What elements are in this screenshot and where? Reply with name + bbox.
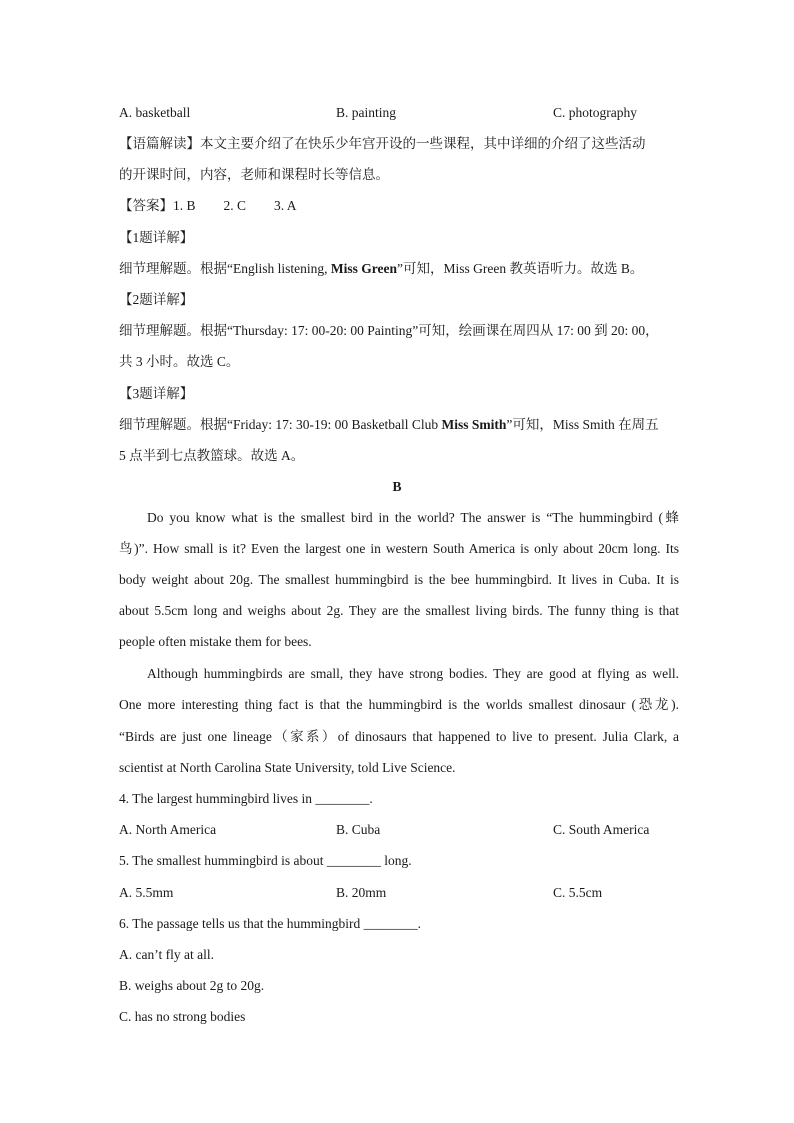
analysis-line-1: 【语篇解读】本文主要介绍了在快乐少年宫开设的一些课程，其中详细的介绍了这些活动 (119, 136, 646, 151)
answer-2: 2. C (223, 198, 247, 213)
q3-detail-bold: Miss Smith (441, 417, 507, 432)
q3-detail-text (119, 415, 679, 435)
question-4-option-c: C. South America (553, 822, 650, 837)
question-6-stem: 6. The passage tells us that the hummingbird ________. (119, 916, 421, 931)
paragraph-2-line-2: One more interesting thing fact is that the hummingbird is the worlds smallest dinosaur (恐龙). (119, 697, 679, 712)
option-b: B. painting (336, 105, 396, 120)
question-6-option-b: B. weighs about 2g to 20g. (119, 978, 265, 993)
question-5-stem: 5. The smallest hummingbird is about ________ long. (119, 853, 412, 868)
q3-detail-post: ”可知，Miss Smith 在周五 (506, 417, 659, 432)
paragraph-2-line-3: “Birds are just one lineage（家系）of dinosaurs that happened to live to present. Julia Clark, a (119, 729, 679, 744)
q2-detail-line-1: 细节理解题。根据“Thursday: 17: 00-20: 00 Painting”可知，绘画课在周四从 17: 00 到 20: 00， (119, 323, 659, 338)
paragraph-1-line-4: about 5.5cm long and weighs about 2g. They are the smallest living birds. The funny thing is that (119, 603, 679, 618)
q1-detail-post: ”可知，Miss Green 教英语听力。故选 B。 (397, 261, 644, 276)
q1-detail-pre: 细节理解题。根据“English listening, (119, 261, 331, 276)
q3-detail-line-2: 5 点半到七点教篮球。故选 A。 (119, 448, 305, 463)
paragraph-2-line-1: Although hummingbirds are small, they have strong bodies. They are good at flying as well. (147, 666, 679, 681)
option-a: A. basketball (119, 105, 191, 120)
q1-detail-bold: Miss Green (330, 261, 397, 276)
question-5-option-b: B. 20mm (336, 885, 387, 900)
answer-3: 3. A (274, 198, 297, 213)
option-c: C. photography (553, 105, 637, 120)
q3-detail-pre: 细节理解题。根据“Friday: 17: 30-19: 00 Basketball Club (119, 417, 442, 432)
answer-1: 1. B (173, 198, 196, 213)
analysis-line-2: 的开课时间，内容，老师和课程时长等信息。 (119, 167, 389, 182)
paragraph-1-line-5: people often mistake them for bees. (119, 634, 312, 649)
q3-detail-heading: 【3题详解】 (119, 386, 194, 401)
answer-line (119, 196, 679, 216)
paragraph-1-line-3: body weight about 20g. The smallest hummingbird is the bee hummingbird. It lives in Cuba. It is (119, 572, 679, 587)
q2-detail-line-2: 共 3 小时。故选 C。 (119, 354, 240, 369)
paragraph-1-line-2: 鸟)”. How small is it? Even the largest one in western South America is only about 20cm long. Its (119, 541, 679, 556)
question-6-option-c: C. has no strong bodies (119, 1009, 246, 1024)
q2-detail-heading: 【2题详解】 (119, 292, 194, 307)
answer-label: 【答案】 (119, 198, 173, 213)
question-5-option-c: C. 5.5cm (553, 885, 603, 900)
question-6-option-a: A. can’t fly at all. (119, 947, 214, 962)
question-5-option-a: A. 5.5mm (119, 885, 174, 900)
section-title: B (392, 479, 402, 494)
q1-detail-text (119, 259, 679, 279)
paragraph-2-line-4: scientist at North Carolina State University, told Live Science. (119, 760, 456, 775)
q1-detail-heading: 【1题详解】 (119, 230, 194, 245)
paragraph-1-line-1: Do you know what is the smallest bird in the world? The answer is “The hummingbird (蜂 (147, 510, 679, 525)
question-4-stem: 4. The largest hummingbird lives in ________. (119, 791, 373, 806)
question-4-option-b: B. Cuba (336, 822, 381, 837)
question-4-option-a: A. North America (119, 822, 217, 837)
